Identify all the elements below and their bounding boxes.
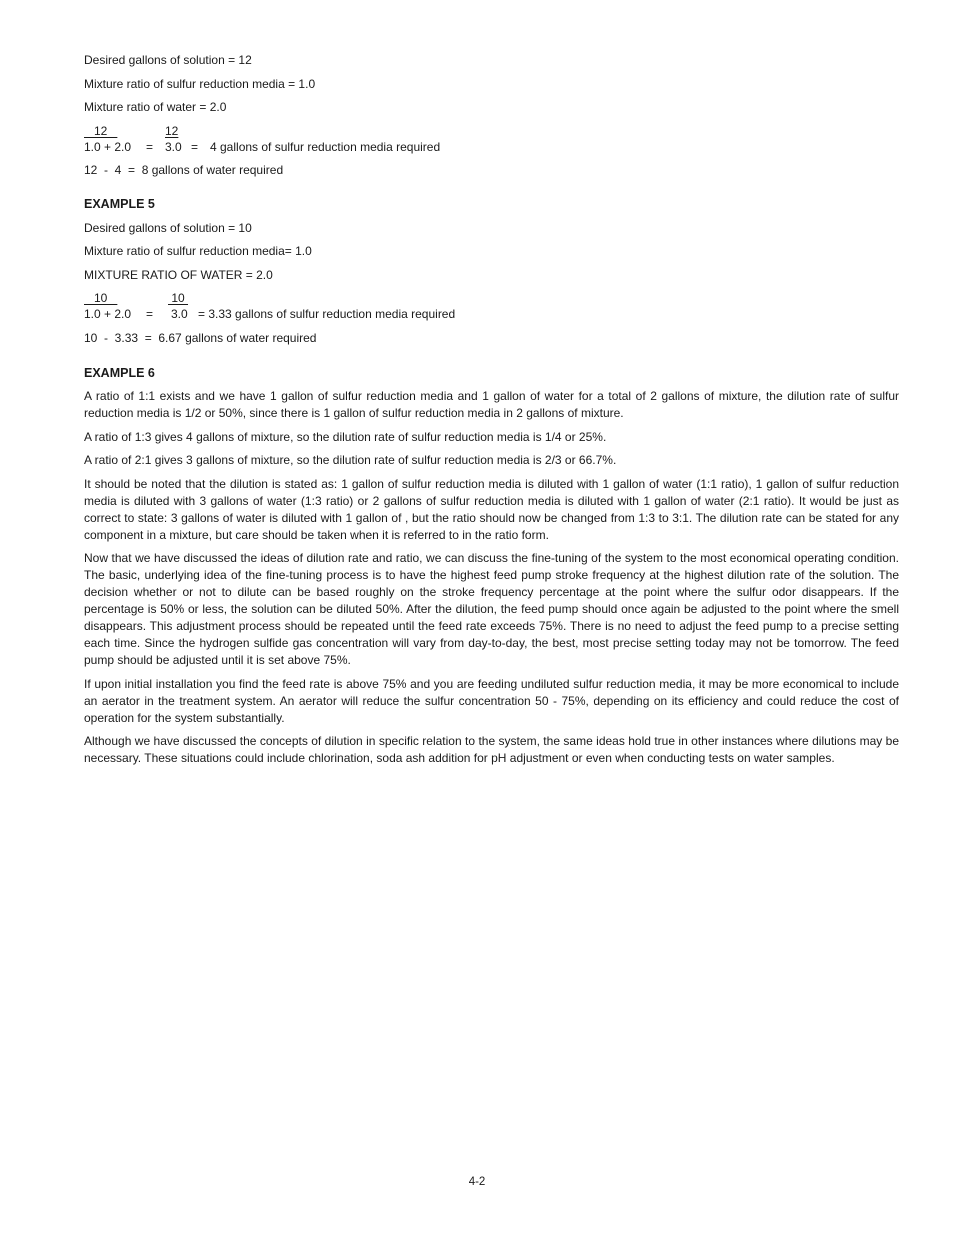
ex6-paragraph-5: Now that we have discussed the ideas of dilution rate and ratio, we can discuss the fine-tuning of the system to the most economical operating condition. The basic, underlying idea of the fine-tuning process is to have the highest feed pump stroke frequency at the highest dilution rate of the solution. The decision whether or not to dilute can be based roughly on the stroke frequency percentage at the point where the sulfur odor disappears. If the percentage is 50% or less, the solution can be diluted 50%. After the dilution, the feed pump should once again be adjusted to the point where the smell disappears. This adjustment process should be repeated until the feed rate exceeds 75%. There is no need to adjust the feed pump to a precise setting each time. Since the hydrogen sulfide gas concentration will vary from day-to-day, the best, most precise setting today may not be tomorrow. The feed pump should be adjusted until it is set above 75%. — [84, 551, 899, 667]
ex4-equals-1: = — [146, 139, 154, 154]
ex5-numerator-2: 10 — [168, 291, 189, 305]
ex4-fraction-equation — [84, 123, 899, 156]
ex4-numerator-1: 12 — [84, 123, 118, 138]
ex5-media-result: = 3.33 gallons of sulfur reduction media required — [198, 307, 456, 321]
ex5-denominator-1: 1.0 + 2.0 — [84, 307, 132, 321]
ex5-desired-gallons: Desired gallons of solution = 10 — [84, 220, 252, 235]
page-number: 4-2 — [468, 1176, 486, 1188]
ex4-media-result: 4 gallons of sulfur reduction media required — [210, 139, 441, 154]
example-5-heading: EXAMPLE 5 — [84, 197, 155, 211]
ex6-paragraph-1: A ratio of 1:1 exists and we have 1 gallon of sulfur reduction media and 1 gallon of water for a total of 2 gallons of mixture, the dilution rate of sulfur reduction media is 1/2 or 50%, since there is 1 gallon of sulfur reduction media in 2 gallons of mixture. — [84, 389, 899, 420]
ex6-paragraph-4: It should be noted that the dilution is stated as: 1 gallon of sulfur reduction media is diluted with 1 gallon of water (1:1 ratio), 1 gallon of sulfur reduction media is diluted with 3 gallons of water (1:3 ratio) or 2 gallons of sulfur reduction media is diluted with 1 gallon of water (2:1 ratio). It would be just as correct to state: 3 gallons of water is diluted with 1 gallon of , but the ratio should now be changed from 1:3 to 3:1. The dilution rate can be stated for any component in a mixture, but care should be taken when it is referred to in the ratio form. — [84, 476, 899, 542]
example-6-heading: EXAMPLE 6 — [84, 365, 155, 380]
ex4-water-result: 12 - 4 = 8 gallons of water required — [84, 163, 284, 177]
ex5-fraction-equation — [84, 290, 899, 323]
ex5-denominator-2: 3.0 — [171, 307, 188, 321]
ex6-paragraph-7: Although we have discussed the concepts of dilution in specific relation to the system, the same ideas hold true in other instances where dilutions may be necessary. These situations could include chlorination, soda ash addition for pH adjustment or even when conducting tests on water samples. — [84, 734, 899, 765]
ex5-media-ratio: Mixture ratio of sulfur reduction media= 1.0 — [84, 244, 312, 258]
ex4-equals-2: = — [191, 139, 199, 154]
ex6-paragraph-2: A ratio of 1:3 gives 4 gallons of mixture, so the dilution rate of sulfur reduction media is 1/4 or 25%. — [84, 429, 607, 444]
ex4-denominator-2: 3.0 — [165, 139, 182, 154]
ex5-numerator-1: 10 — [84, 291, 118, 305]
ex4-media-ratio: Mixture ratio of sulfur reduction media = 1.0 — [84, 76, 316, 91]
page-content — [84, 52, 899, 774]
ex4-numerator-2: 12 — [165, 123, 179, 138]
ex4-desired-gallons: Desired gallons of solution = 12 — [84, 53, 252, 67]
ex6-paragraph-3: A ratio of 2:1 gives 3 gallons of mixture, so the dilution rate of sulfur reduction media is 2/3 or 66.7%. — [84, 453, 617, 467]
ex6-paragraph-6: If upon initial installation you find the feed rate is above 75% and you are feeding undiluted sulfur reduction media, it may be more economical to include an aerator in the treatment system. An aerator will reduce the sulfur concentration 50 - 75%, depending on its efficiency and could reduce the cost of operation for the system substantially. — [84, 676, 899, 725]
ex4-water-ratio: Mixture ratio of water = 2.0 — [84, 100, 227, 114]
ex4-denominator-1: 1.0 + 2.0 — [84, 139, 132, 154]
ex5-water-ratio: MIXTURE RATIO OF WATER = 2.0 — [84, 267, 273, 282]
ex5-water-result: 10 - 3.33 = 6.67 gallons of water required — [84, 330, 317, 345]
ex5-equals-1: = — [146, 307, 154, 321]
